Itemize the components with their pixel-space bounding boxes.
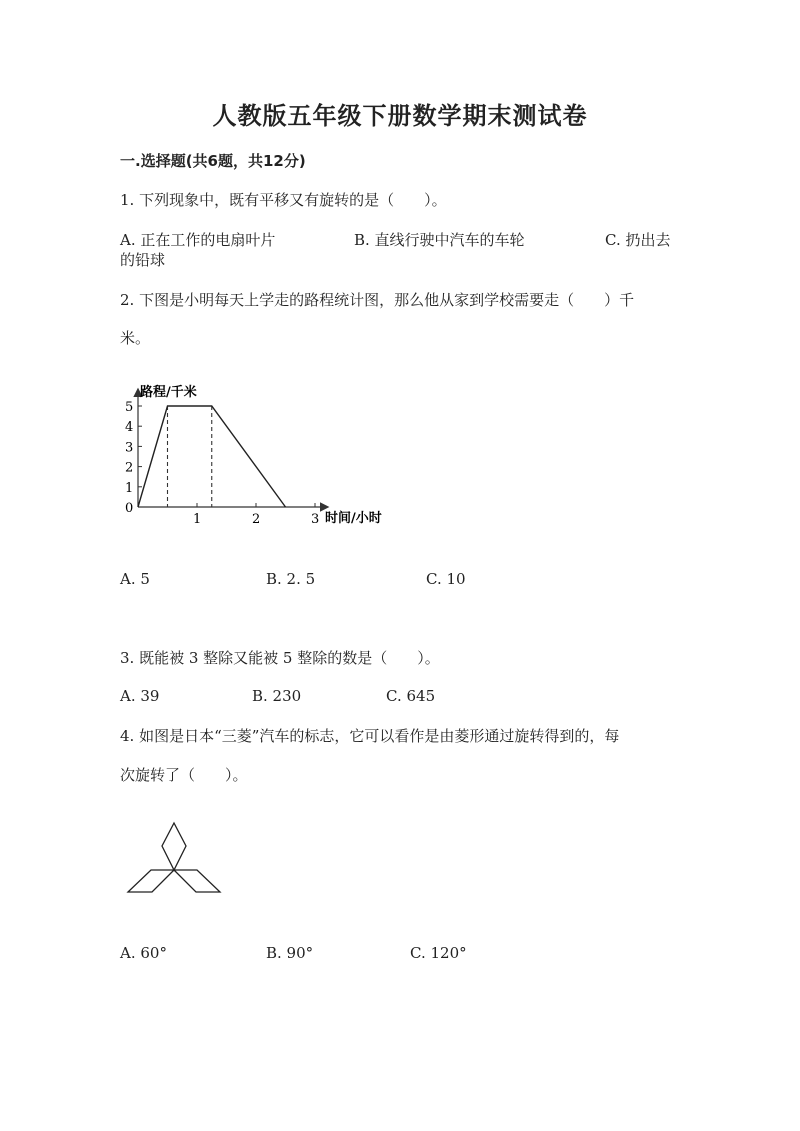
question-2-option-a: A. 5 xyxy=(120,570,150,588)
question-2-stem-line-1: 2. 下图是小明每天上学走的路程统计图，那么他从家到学校需要走（ ）千 xyxy=(120,291,635,309)
question-1-option-b: B. 直线行驶中汽车的车轮 xyxy=(354,231,525,249)
left-diamond xyxy=(128,870,174,892)
x-tick-label: 2 xyxy=(252,512,261,527)
question-1-stem: 1. 下列现象中，既有平移又有旋转的是（ ）。 xyxy=(120,191,447,209)
question-2-option-c: C. 10 xyxy=(426,570,466,588)
question-4-option-b: B. 90° xyxy=(266,944,314,962)
question-1-option-c: C. 扔出去 xyxy=(605,231,671,249)
three-diamond-logo-figure xyxy=(120,818,230,898)
y-tick-label: 3 xyxy=(125,440,134,456)
right-diamond xyxy=(174,870,220,892)
question-3-option-c: C. 645 xyxy=(386,687,436,705)
y-tick-label: 4 xyxy=(125,420,134,436)
question-4-stem-line-2: 次旋转了（ ）。 xyxy=(120,766,248,784)
question-1-option-c-wrap: 的铅球 xyxy=(120,251,166,269)
question-3-option-b: B. 230 xyxy=(252,687,302,705)
question-2-stem-line-2: 米。 xyxy=(120,329,151,347)
section-heading: 一.选择题(共6题，共12分) xyxy=(120,152,306,170)
question-1-option-a: A. 正在工作的电扇叶片 xyxy=(120,231,276,249)
question-2-option-b: B. 2. 5 xyxy=(266,570,316,588)
y-axis-label: 路程/千米 xyxy=(140,385,197,400)
x-axis-label: 时间/小时 xyxy=(325,511,382,526)
question-4-stem-line-1: 4. 如图是日本“三菱”汽车的标志，它可以看作是由菱形通过旋转得到的，每 xyxy=(120,727,620,745)
question-3-stem: 3. 既能被 3 整除又能被 5 整除的数是（ ）。 xyxy=(120,649,440,667)
question-4-option-a: A. 60° xyxy=(120,944,167,962)
top-diamond xyxy=(162,823,186,870)
page-title: 人教版五年级下册数学期末测试卷 xyxy=(212,102,588,130)
y-tick-label: 5 xyxy=(125,400,134,415)
distance-time-chart xyxy=(110,378,410,528)
x-tick-label: 1 xyxy=(193,512,202,527)
x-tick-label: 3 xyxy=(311,512,320,527)
y-tick-label: 0 xyxy=(125,501,134,516)
question-4-option-c: C. 120° xyxy=(410,944,467,962)
question-3-option-a: A. 39 xyxy=(120,687,160,705)
y-tick-label: 2 xyxy=(125,460,134,476)
y-tick-label: 1 xyxy=(125,480,134,496)
